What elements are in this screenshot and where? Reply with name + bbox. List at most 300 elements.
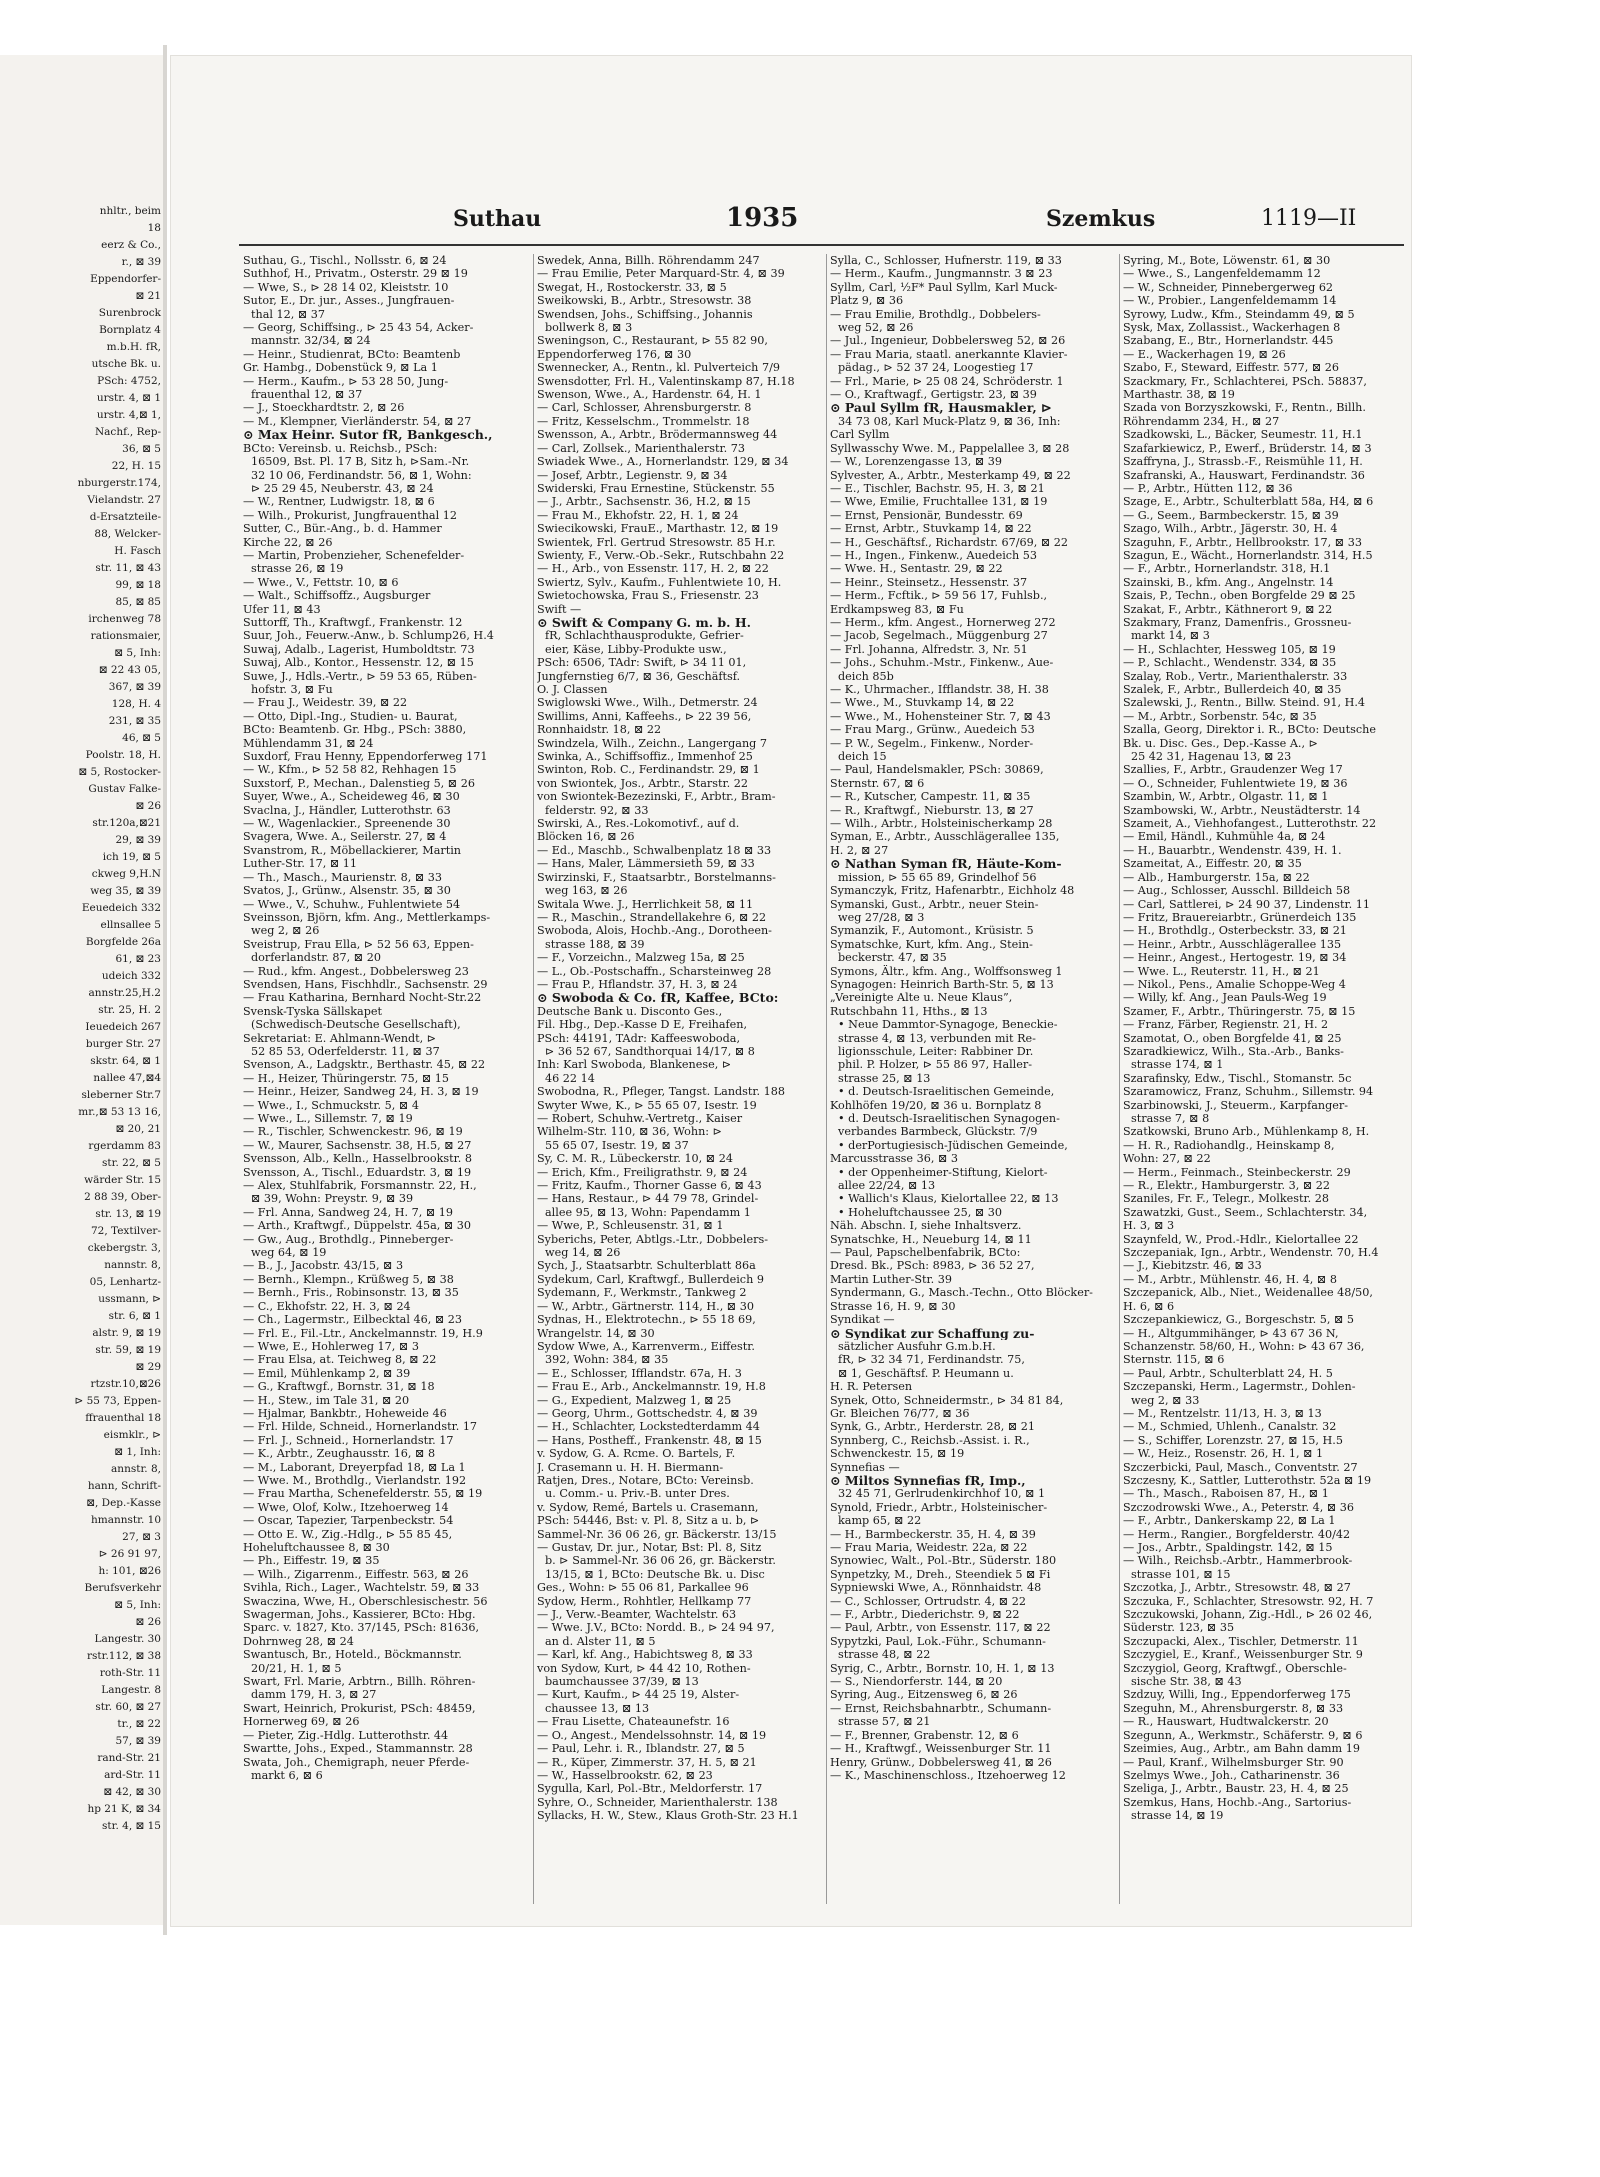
directory-entry-line: strasse 25, ⊠ 13: [838, 1071, 931, 1085]
directory-entry-line: — Frau Emilie, Peter Marquard-Str. 4, ⊠ 39: [537, 267, 785, 281]
previous-page-fragment: rstr.112, ⊠ 38: [86, 1650, 161, 1662]
directory-entry-line: 46 22 14: [545, 1071, 595, 1085]
directory-entry-line: — P., Schlacht., Wendenstr. 334, ⊠ 35: [1123, 656, 1337, 670]
directory-entry-line: Synagogen: Heinrich Barth-Str. 5, ⊠ 13: [830, 977, 1054, 991]
previous-page-fragment: Langestr. 30: [94, 1633, 161, 1645]
directory-entry-line: Sych, J., Staatsarbtr. Schulterblatt 86a: [537, 1259, 756, 1273]
previous-page-fragment: d-Ersatzteile-: [89, 511, 161, 523]
directory-entry-line: — J., Arbtr., Sachsenstr. 36, H.2, ⊠ 15: [537, 495, 751, 509]
directory-entry-line: Swensson, A., Arbtr., Brödermannsweg 44: [537, 428, 778, 442]
directory-entry-line: weg 52, ⊠ 26: [838, 321, 914, 335]
directory-entry-line: — Frau M., Ekhofstr. 22, H. 1, ⊠ 24: [537, 508, 739, 522]
directory-entry-line: — Josef, Arbtr., Legienstr. 9, ⊠ 34: [537, 468, 728, 482]
directory-entry-line: Szarafinsky, Edw., Tischl., Stomanstr. 5c: [1123, 1071, 1352, 1085]
previous-page-fragment: r., ⊠ 39: [121, 256, 161, 268]
directory-entry-line: — Jacob, Segelmach., Müggenburg 27: [830, 629, 1048, 643]
previous-page-fragment: ⊠ 5, Inh:: [114, 1599, 161, 1611]
previous-page-fragment: wärder Str. 15: [84, 1174, 161, 1186]
directory-entry-line: Szczesny, K., Sattler, Lutterothstr. 52a ⊠ 19: [1123, 1473, 1372, 1487]
previous-page-fragment: 128, H. 4: [111, 698, 161, 710]
directory-entry-line: Sysk, Max, Zollassist., Wackerhagen 8: [1123, 321, 1341, 335]
directory-entry-line: Wrangelstr. 14, ⊠ 30: [537, 1326, 655, 1340]
directory-entry-line: Bk. u. Disc. Ges., Dep.-Kasse A., ⊳: [1123, 736, 1318, 750]
directory-entry-line: Sypytzki, Paul, Lok.-Führ., Schumann-: [830, 1634, 1046, 1648]
previous-page-fragment: ⊠ 26: [135, 1616, 161, 1628]
previous-page-fragment: ffrauenthal 18: [85, 1412, 161, 1424]
previous-page-fragment: ⊠ 42, ⊠ 30: [103, 1786, 161, 1798]
directory-entry-line: chaussee 13, ⊠ 13: [545, 1701, 650, 1715]
directory-entry-line: Swiadek Wwe., A., Hornerlandstr. 129, ⊠ 34: [537, 455, 789, 469]
directory-entry-line: — H., Kraftwgf., Weissenburger Str. 11: [830, 1742, 1052, 1756]
directory-entry-line: — Gustav, Dr. jur., Notar, Bst: Pl. 8, Sitz: [537, 1541, 762, 1554]
previous-page-fragment: Berufsverkehr: [84, 1582, 161, 1594]
directory-entry-line: — H. R., Radiohandlg., Heinskamp 8,: [1123, 1138, 1335, 1152]
previous-page-fragment: ellnsallee 5: [100, 919, 161, 931]
column-4: [1123, 254, 1407, 1914]
directory-entry-line: — R., Tischler, Schwenckestr. 96, ⊠ 19: [243, 1125, 463, 1139]
directory-entry-line: Sternstr. 67, ⊠ 6: [830, 776, 925, 790]
directory-entry-line: Sygulla, Karl, Pol.-Btr., Meldorferstr. 17: [537, 1782, 763, 1796]
directory-entry-line: Szczukowski, Johann, Zig.-Hdl., ⊳ 26 02 46,: [1123, 1608, 1373, 1622]
directory-entry-line: — W., Schneider, Pinnebergerweg 62: [1123, 280, 1334, 294]
directory-entry-line: — H., Geschäftsf., Richardstr. 67/69, ⊠ 22: [830, 535, 1069, 549]
directory-entry-line: Szczuka, F., Schlachter, Stresowstr. 92, H. 7: [1123, 1594, 1374, 1608]
directory-entry-line: deich 15: [838, 750, 887, 764]
directory-entry-line: — O., Kraftwagf., Gertigstr. 23, ⊠ 39: [830, 388, 1037, 402]
directory-entry-line: — Wwe, P., Schleusenstr. 31, ⊠ 1: [537, 1219, 724, 1233]
previous-page-fragment: udeich 332: [101, 970, 161, 982]
previous-page-fragment: ⊠ 5, Inh:: [114, 647, 161, 659]
directory-entry-line: Sammel-Nr. 36 06 26, gr. Bäckerstr. 13/15: [537, 1527, 777, 1541]
directory-entry-line: Inh: Karl Swoboda, Blankenese, ⊳: [537, 1058, 732, 1072]
directory-entry-line: Swietochowska, Frau S., Friesenstr. 23: [537, 589, 759, 603]
previous-page-fragment: str. 13, ⊠ 19: [95, 1208, 161, 1220]
directory-entry-line: ⊙ Nathan Syman fR, Häute-Kom-: [830, 857, 1062, 871]
column-2: [537, 254, 821, 1914]
directory-entry-line: Gr. Bleichen 76/77, ⊠ 36: [830, 1406, 970, 1420]
directory-entry-line: Suwe, J., Hdls.-Vertr., ⊳ 59 53 65, Rüben-: [243, 669, 477, 683]
directory-entry-line: Svensson, Alb., Kelln., Hasselbrookstr. 8: [243, 1152, 472, 1166]
directory-entry-line: allee 95, ⊠ 13, Wohn: Papendamm 1: [545, 1205, 751, 1219]
directory-entry-line: — W., Probier., Langenfeldemamm 14: [1123, 294, 1337, 308]
directory-entry-line: Szadkowski, L., Bäcker, Seumestr. 11, H.1: [1123, 428, 1363, 442]
directory-entry-line: Szczotka, J., Arbtr., Stresowstr. 48, ⊠ 27: [1123, 1581, 1351, 1595]
directory-entry-line: — K., Uhrmacher., Ifflandstr. 38, H. 38: [830, 683, 1049, 696]
directory-entry-line: strasse 188, ⊠ 39: [545, 937, 645, 951]
previous-page-fragment: ckebergstr. 3,: [87, 1242, 161, 1254]
directory-entry-line: Rutschbahn 11, Hths., ⊠ 13: [830, 1004, 988, 1018]
directory-entry-line: — H., Schlachter, Hessweg 105, ⊠ 19: [1123, 642, 1336, 656]
directory-entry-line: — Frau Katharina, Bernhard Nocht-Str.22: [243, 991, 482, 1005]
directory-entry-line: Schwenckestr. 15, ⊠ 19: [830, 1447, 965, 1461]
directory-entry-line: — Wilh., Reichsb.-Arbtr., Hammerbrook-: [1123, 1554, 1353, 1568]
directory-entry-line: Süderstr. 123, ⊠ 35: [1123, 1621, 1235, 1635]
directory-entry-line: — Wwe., M., Stuvkamp 14, ⊠ 22: [830, 696, 1015, 710]
directory-entry-line: phil. P. Holzer, ⊳ 55 86 97, Haller-: [838, 1058, 1033, 1072]
directory-entry-line: Szamotat, O., oben Borgfelde 41, ⊠ 25: [1123, 1031, 1342, 1045]
directory-entry-line: Szabang, E., Btr., Hornerlandstr. 445: [1123, 334, 1334, 348]
directory-entry-line: 55 65 07, Isestr. 19, ⊠ 37: [545, 1138, 689, 1152]
directory-entry-line: Szameitat, A., Eiffestr. 20, ⊠ 35: [1123, 857, 1302, 871]
directory-entry-line: 392, Wohn: 384, ⊠ 35: [545, 1353, 669, 1367]
directory-entry-line: damm 179, H. 3, ⊠ 27: [251, 1688, 377, 1702]
directory-entry-line: Suttorff, Th., Kraftwgf., Frankenstr. 12: [243, 615, 463, 629]
directory-entry-line: Sekretariat: E. Ahlmann-Wendt, ⊳: [243, 1031, 437, 1045]
directory-entry-line: Syhre, O., Schneider, Marienthalerstr. 138: [537, 1795, 778, 1809]
directory-entry-line: — Frl. Hilde, Schneid., Hornerlandstr. 17: [243, 1420, 478, 1434]
directory-entry-line: — Heinr., Steinsetz., Hessenstr. 37: [830, 575, 1028, 589]
directory-entry-line: — Ernst, Pensionär, Bundesstr. 69: [830, 508, 1023, 522]
directory-entry-line: Sweikowski, B., Arbtr., Stresowstr. 38: [537, 294, 752, 308]
directory-entry-line: Swyter Wwe, K., ⊳ 55 65 07, Isestr. 19: [537, 1098, 757, 1112]
directory-entry-line: — F., Brenner, Grabenstr. 12, ⊠ 6: [830, 1728, 1019, 1742]
directory-entry-line: Syman, E., Arbtr., Ausschlägerallee 135,: [830, 830, 1060, 844]
previous-page-fragment: roth-Str. 11: [99, 1667, 161, 1679]
directory-entry-line: strasse 174, ⊠ 1: [1131, 1058, 1224, 1072]
directory-entry-line: — Frau P., Hflandstr. 37, H. 3, ⊠ 24: [537, 977, 738, 991]
directory-entry-line: sätzlicher Ausfuhr G.m.b.H.: [838, 1339, 996, 1353]
directory-entry-line: Marthastr. 38, ⊠ 19: [1123, 388, 1235, 402]
previous-page-fragment: eerz & Co.,: [101, 239, 161, 251]
previous-page-fragment: str. 6, ⊠ 1: [108, 1310, 161, 1322]
previous-page-fragment: weg 35, ⊠ 39: [90, 885, 161, 897]
directory-entry-line: Szczygiol, Georg, Kraftwgf., Oberschle-: [1123, 1661, 1347, 1675]
directory-entry-line: — Otto, Dipl.-Ing., Studien- u. Baurat,: [243, 709, 458, 723]
directory-entry-line: — Otto E. W., Zig.-Hdlg., ⊳ 55 85 45,: [243, 1527, 453, 1541]
previous-page-fragment: 88, Welcker-: [94, 528, 161, 540]
directory-entry-line: — Pieter, Zig.-Hdlg. Lutterothstr. 44: [243, 1728, 449, 1742]
directory-entry-line: Symons, Ältr., kfm. Ang., Wolffsonsweg 1: [830, 964, 1063, 978]
directory-entry-line: Szawatzki, Gust., Seem., Schlachterstr. 34,: [1123, 1205, 1368, 1219]
directory-entry-line: — C., Schlosser, Ortrudstr. 4, ⊠ 22: [830, 1594, 1026, 1608]
directory-entry-line: — Frau J., Weidestr. 39, ⊠ 22: [243, 696, 408, 710]
directory-entry-line: Synatschke, H., Neueburg 14, ⊠ 11: [830, 1232, 1032, 1246]
directory-entry-line: Blöcken 16, ⊠ 26: [537, 830, 635, 844]
directory-entry-line: Ufer 11, ⊠ 43: [243, 602, 321, 616]
previous-page-edge: [0, 55, 163, 1925]
directory-entry-line: ⊠ 39, Wohn: Preystr. 9, ⊠ 39: [251, 1192, 414, 1206]
previous-page-fragment: nallee 47,⊠4: [93, 1072, 161, 1084]
directory-entry-line: (Schwedisch-Deutsche Gesellschaft),: [251, 1018, 461, 1032]
directory-entry-line: Szalla, Georg, Direktor i. R., BCto: Deutsche: [1123, 723, 1376, 737]
directory-entry-line: Synnberg, C., Reichsb.-Assist. i. R.,: [830, 1433, 1030, 1447]
directory-entry-line: 25 42 31, Hagenau 13, ⊠ 23: [1131, 750, 1292, 764]
directory-entry-line: von Swiontek, Jos., Arbtr., Starstr. 22: [537, 776, 748, 790]
previous-page-fragment: Ieuedeich 267: [85, 1021, 161, 1033]
directory-entry-line: markt 6, ⊠ 6: [251, 1768, 323, 1782]
directory-entry-line: weg 2, ⊠ 33: [1131, 1393, 1200, 1407]
directory-entry-line: kamp 65, ⊠ 22: [838, 1514, 922, 1528]
directory-entry-line: — Wwe. L., Reuterstr. 11, H., ⊠ 21: [1123, 964, 1320, 978]
directory-entry-line: Szaynfeld, W., Prod.-Hdlr., Kielortallee 22: [1123, 1232, 1359, 1246]
directory-entry-line: • der Oppenheimer-Stiftung, Kielort-: [838, 1165, 1048, 1179]
previous-page-fragment: Vielandstr. 27: [87, 494, 161, 506]
directory-entry-line: — Frau Maria, Weidestr. 22a, ⊠ 22: [830, 1541, 1028, 1554]
directory-entry-line: — H., Ingen., Finkenw., Auedeich 53: [830, 548, 1038, 562]
directory-entry-line: Swagerman, Johs., Kassierer, BCto: Hbg.: [243, 1608, 476, 1622]
directory-entry-line: J. Crasemann u. H. H. Biermann-: [537, 1460, 724, 1474]
previous-page-fragment: m.b.H. fR,: [106, 341, 161, 353]
directory-entry-line: Swobodna, R., Pfleger, Tangst. Landstr. 188: [537, 1085, 786, 1099]
previous-page-fragment: 05, Lenhartz-: [89, 1276, 161, 1288]
directory-entry-line: Sydemann, F., Werkmstr., Tankweg 2: [537, 1286, 747, 1300]
directory-entry-line: Strasse 16, H. 9, ⊠ 30: [830, 1299, 956, 1313]
directory-entry-line: Svensson, A., Tischl., Eduardstr. 3, ⊠ 19: [243, 1165, 472, 1179]
directory-entry-line: Szemkus, Hans, Hochb.-Ang., Sartorius-: [1123, 1795, 1352, 1809]
directory-entry-line: — Wilh., Zigarrenm., Eiffestr. 563, ⊠ 26: [243, 1567, 469, 1581]
directory-entry-line: Syllacks, H. W., Stew., Klaus Groth-Str. 23 H.1: [537, 1809, 799, 1823]
directory-entry-line: Synk, G., Arbtr., Herderstr. 28, ⊠ 21: [830, 1420, 1035, 1434]
directory-entry-line: Näh. Abschn. I, siehe Inhaltsverz.: [830, 1219, 1022, 1233]
previous-page-fragment: 61, ⊠ 23: [115, 953, 161, 965]
directory-entry-line: Sutter, C., Bür.-Ang., b. d. Hammer: [243, 522, 442, 536]
directory-entry-line: — R., Kutscher, Campestr. 11, ⊠ 35: [830, 790, 1031, 804]
directory-entry-line: Szakmary, Franz, Damenfris., Grossneu-: [1123, 615, 1352, 629]
directory-entry-line: — Frl. Johanna, Alfredstr. 3, Nr. 51: [830, 642, 1028, 656]
directory-entry-line: — Ernst, Arbtr., Stuvkamp 14, ⊠ 22: [830, 522, 1032, 536]
directory-entry-line: Swindzela, Wilh., Zeichn., Langergang 7: [537, 736, 768, 750]
directory-entry-line: Synpetzky, M., Dreh., Steendiek 5 ⊠ Fi: [830, 1567, 1051, 1581]
directory-entry-line: — Wilh., Prokurist, Jungfrauenthal 12: [243, 508, 457, 522]
directory-entry-line: strasse 7, ⊠ 8: [1131, 1112, 1210, 1125]
directory-entry-line: Swoboda, Alois, Hochb.-Ang., Dorotheen-: [537, 924, 772, 938]
header-rule: [239, 244, 1404, 246]
directory-entry-line: — Jul., Ingenieur, Dobbelersweg 52, ⊠ 26: [830, 334, 1066, 348]
directory-entry-line: — H., Brothdlg., Osterbeckstr. 33, ⊠ 21: [1123, 924, 1347, 938]
directory-entry-line: Svanstrom, R., Möbellackierer, Martin: [243, 843, 461, 857]
directory-entry-line: ⊙ Swift & Company G. m. b. H.: [537, 615, 752, 630]
previous-page-fragment: Eppendorfer-: [90, 273, 161, 285]
directory-entry-line: — Wwe., I., Schmuckstr. 5, ⊠ 4: [243, 1098, 419, 1112]
directory-entry-line: — Jos., Arbtr., Spaldingstr. 142, ⊠ 15: [1123, 1541, 1333, 1554]
directory-entry-line: Ges., Wohn: ⊳ 55 06 81, Parkallee 96: [537, 1581, 749, 1595]
previous-page-fragment: str. 4, ⊠ 15: [101, 1820, 161, 1832]
directory-entry-line: Szczepanski, Herm., Lagermstr., Dohlen-: [1123, 1380, 1356, 1394]
previous-page-fragment: str.120a,⊠21: [92, 817, 161, 829]
directory-entry-line: — Frau Maria, staatl. anerkannte Klavier-: [830, 347, 1068, 361]
directory-entry-line: — M., Laborant, Dreyerpfad 18, ⊠ La 1: [243, 1460, 466, 1474]
directory-entry-line: — Heinr., Heizer, Sandweg 24, H. 3, ⊠ 19: [243, 1085, 479, 1099]
directory-page: [170, 55, 1412, 1927]
directory-entry-line: Swiertz, Sylv., Kaufm., Fuhlentwiete 10, H.: [537, 575, 782, 589]
directory-entry-line: dorferlandstr. 87, ⊠ 20: [251, 951, 381, 965]
directory-entry-line: Suthau, G., Tischl., Nollsstr. 6, ⊠ 24: [243, 254, 447, 267]
directory-entry-line: Suxstorf, P., Mechan., Dalenstieg 5, ⊠ 26: [243, 776, 475, 790]
directory-entry-line: — J., Stoeckhardtstr. 2, ⊠ 26: [243, 401, 405, 415]
directory-entry-line: Sy, C. M. R., Lübeckerstr. 10, ⊠ 24: [537, 1152, 733, 1166]
directory-entry-line: Syllwasschy Wwe. M., Pappelallee 3, ⊠ 28: [830, 441, 1070, 455]
directory-entry-line: b. ⊳ Sammel-Nr. 36 06 26, gr. Bäckerstr.: [545, 1554, 776, 1568]
directory-entry-line: Swiecikowski, FrauE., Marthastr. 12, ⊠ 19: [537, 522, 779, 536]
directory-entry-line: — M., Arbtr., Mühlenstr. 46, H. 4, ⊠ 8: [1123, 1272, 1337, 1286]
directory-entry-line: Swiglowski Wwe., Wilh., Detmerstr. 24: [537, 696, 758, 710]
directory-entry-line: — Carl, Zollsek., Marienthalerstr. 73: [537, 441, 745, 455]
directory-entry-line: — Herm., kfm. Angest., Hornerweg 272: [830, 615, 1056, 629]
directory-entry-line: Syring, M., Bote, Löwenstr. 61, ⊠ 30: [1123, 254, 1331, 267]
directory-entry-line: bollwerk 8, ⊠ 3: [545, 321, 633, 335]
directory-entry-line: — Frau Emilie, Brothdlg., Dobbelers-: [830, 307, 1041, 321]
directory-entry-line: von Swiontek-Bezezinski, F., Arbtr., Bram-: [537, 790, 776, 804]
directory-entry-line: — Herm., Fcftik., ⊳ 59 56 17, Fuhlsb.,: [830, 589, 1048, 603]
directory-entry-line: „Vereinigte Alte u. Neue Klaus”,: [830, 991, 1013, 1005]
previous-page-fragment: 85, ⊠ 85: [115, 596, 161, 608]
directory-entry-line: allee 22/24, ⊠ 13: [838, 1179, 936, 1193]
directory-entry-line: — Gw., Aug., Brothdlg., Pinneberger-: [243, 1232, 454, 1246]
previous-page-fragment: rtzstr.10,⊠26: [90, 1378, 161, 1390]
directory-entry-line: — Martin, Probenzieher, Schenefelder-: [243, 548, 465, 562]
directory-entry-line: — R., Küper, Zimmerstr. 37, H. 5, ⊠ 21: [537, 1755, 757, 1769]
directory-entry-line: Szaffryna, J., Strassb.-F., Reismühle 11, H.: [1123, 455, 1363, 469]
directory-entry-line: Szafranski, A., Hauswart, Ferdinandstr. 36: [1123, 468, 1365, 482]
directory-entry-line: — Frl. Anna, Sandweg 24, H. 7, ⊠ 19: [243, 1205, 454, 1219]
directory-entry-line: — Ch., Lagermstr., Eilbecktal 46, ⊠ 23: [243, 1313, 463, 1327]
directory-entry-line: — W., Heiz., Rosenstr. 26, H. 1, ⊠ 1: [1123, 1447, 1324, 1461]
directory-entry-line: — Aug., Schlosser, Ausschl. Billdeich 58: [1123, 884, 1351, 898]
directory-entry-line: — H., Heizer, Thüringerstr. 75, ⊠ 15: [243, 1071, 449, 1085]
previous-page-fragment: 46, ⊠ 5: [122, 732, 161, 744]
directory-entry-line: an d. Alster 11, ⊠ 5: [545, 1634, 656, 1648]
directory-entry-line: Swensdotter, Frl. H., Valentinskamp 87, H.18: [537, 374, 795, 388]
previous-page-fragment: ard-Str. 11: [104, 1769, 161, 1781]
directory-entry-line: — Ed., Maschb., Schwalbenplatz 18 ⊠ 33: [537, 843, 772, 857]
directory-entry-line: • derPortugiesisch-Jüdischen Gemeinde,: [838, 1138, 1068, 1152]
directory-entry-line: — Heinr., Studienrat, BCto: Beamtenb: [243, 347, 461, 361]
directory-entry-line: — Wilh., Arbtr., Holsteinischerkamp 28: [830, 817, 1053, 831]
directory-entry-line: — Paul, Arbtr., Schulterblatt 24, H. 5: [1123, 1366, 1333, 1380]
directory-entry-line: Szameit, A., Viehhofangest., Lutterothstr. 22: [1123, 817, 1377, 831]
directory-entry-line: ligionsschule, Leiter: Rabbiner Dr.: [838, 1044, 1034, 1058]
previous-page-fragment: eismklr., ⊳: [103, 1429, 161, 1441]
directory-entry-line: Dresd. Bk., PSch: 8983, ⊳ 36 52 27,: [830, 1259, 1035, 1273]
directory-entry-line: — Ernst, Reichsbahnarbtr., Schumann-: [830, 1701, 1052, 1715]
column-1: [243, 254, 527, 1914]
previous-page-fragment: str. 22, ⊠ 5: [101, 1157, 161, 1169]
directory-entry-line: Suxdorf, Frau Henny, Eppendorferweg 171: [243, 750, 488, 764]
previous-page-fragment: nburgerstr.174,: [77, 477, 161, 489]
previous-page-fragment: 18: [147, 222, 161, 234]
directory-entry-line: — Walt., Schiffsoffz., Augsburger: [243, 589, 431, 603]
column-divider: [533, 254, 534, 1904]
directory-entry-line: Szelmys Wwe., Joh., Catharinenstr. 36: [1123, 1768, 1340, 1782]
directory-entry-line: Sveinsson, Björn, kfm. Ang., Mettlerkamps-: [243, 910, 491, 924]
directory-entry-line: — H., Barmbeckerstr. 35, H. 4, ⊠ 39: [830, 1527, 1036, 1541]
directory-entry-line: Sydnas, H., Elektrotechn., ⊳ 55 18 69,: [537, 1313, 756, 1327]
directory-entry-line: — H., Altgummihänger, ⊳ 43 67 36 N,: [1123, 1326, 1339, 1340]
directory-entry-line: Fil. Hbg., Dep.-Kasse D E, Freihafen,: [537, 1018, 748, 1032]
directory-entry-line: 13/15, ⊠ 1, BCto: Deutsche Bk. u. Disc: [545, 1567, 765, 1581]
directory-entry-line: — Ph., Eiffestr. 19, ⊠ 35: [243, 1554, 380, 1568]
directory-entry-line: — Bernh., Fris., Robinsonstr. 13, ⊠ 35: [243, 1286, 459, 1300]
previous-page-fragment: utsche Bk. u.: [91, 358, 161, 370]
directory-entry-line: Sydekum, Carl, Kraftwgf., Bullerdeich 9: [537, 1272, 764, 1286]
directory-entry-line: — E., Tischler, Bachstr. 95, H. 3, ⊠ 21: [830, 481, 1045, 495]
directory-entry-line: Sydow, Herm., Rohhtler, Hellkamp 77: [537, 1594, 752, 1608]
directory-entry-line: — Wwe., M., Hohensteiner Str. 7, ⊠ 43: [830, 709, 1051, 723]
directory-entry-line: ⊙ Paul Syllm fR, Hausmakler, ⊳: [830, 401, 1052, 415]
directory-entry-line: — J., Kiebitzstr. 46, ⊠ 33: [1123, 1259, 1262, 1273]
directory-entry-line: — Wwe., V., Fettstr. 10, ⊠ 6: [243, 575, 399, 589]
previous-page-fragment: rgerdamm 83: [88, 1140, 161, 1152]
directory-entry-line: Luther-Str. 17, ⊠ 11: [243, 857, 357, 871]
directory-entry-line: — C., Ekhofstr. 22, H. 3, ⊠ 24: [243, 1299, 411, 1313]
previous-page-fragment: ⊠ 20, 21: [115, 1123, 161, 1135]
directory-entry-line: 20/21, H. 1, ⊠ 5: [251, 1661, 342, 1675]
previous-page-fragment: 27, ⊠ 3: [122, 1531, 161, 1543]
directory-entry-line: Symanczyk, Fritz, Hafenarbtr., Eichholz 48: [830, 884, 1075, 898]
directory-entry-line: v. Sydow, G. A. Rcme. O. Bartels, F.: [537, 1447, 736, 1461]
directory-entry-line: deich 85b: [838, 669, 894, 683]
previous-page-fragment: 36, ⊠ 5: [122, 443, 161, 455]
previous-page-fragment: 57, ⊠ 39: [115, 1735, 161, 1747]
directory-entry-line: O. J. Classen: [537, 683, 608, 696]
directory-entry-line: fR, Schlachthausprodukte, Gefrier-: [545, 629, 744, 643]
directory-entry-line: — Wwe, E., Hohlerweg 17, ⊠ 3: [243, 1339, 419, 1353]
directory-entry-line: Szallies, F., Arbtr., Graudenzer Weg 17: [1123, 763, 1343, 777]
directory-entry-line: — Paul, Handelsmakler, PSch: 30869,: [830, 763, 1044, 777]
directory-entry-line: Szakat, F., Arbtr., Käthnerort 9, ⊠ 22: [1123, 602, 1333, 616]
directory-entry-line: PSch: 44191, TAdr: Kaffeeswoboda,: [537, 1031, 741, 1045]
directory-entry-line: — H., Arb., von Essenstr. 117, H. 2, ⊠ 22: [537, 562, 769, 576]
directory-entry-line: — Kurt, Kaufm., ⊳ 44 25 19, Alster-: [537, 1688, 740, 1702]
directory-entry-line: Suur, Joh., Feuerw.-Anw., b. Schlump26, H.4: [243, 629, 494, 643]
directory-entry-line: — Frl. E., Fil.-Ltr., Anckelmannstr. 19, H.9: [243, 1326, 483, 1340]
directory-entry-line: — K., Arbtr., Zeughausstr. 16, ⊠ 8: [243, 1447, 436, 1461]
directory-entry-line: — Rud., kfm. Angest., Dobbelersweg 23: [243, 964, 469, 978]
directory-entry-line: Ronnhaidstr. 18, ⊠ 22: [537, 723, 662, 737]
directory-entry-line: Syberichs, Peter, Abtlgs.-Ltr., Dobbelers-: [537, 1232, 768, 1246]
previous-page-fragment: hmannstr. 10: [90, 1514, 161, 1526]
previous-page-fragment: skstr. 64, ⊠ 1: [90, 1055, 161, 1067]
directory-entry-line: Swantusch, Br., Hoteld., Böckmannstr.: [243, 1648, 462, 1662]
directory-entry-line: — F., Arbtr., Dankerskamp 22, ⊠ La 1: [1123, 1514, 1336, 1528]
directory-entry-line: Szaniles, Fr. F., Telegr., Molkestr. 28: [1123, 1192, 1329, 1206]
directory-entry-line: — R., Elektr., Hamburgerstr. 3, ⊠ 22: [1123, 1179, 1331, 1193]
previous-page-fragment: annstr.25,H.2: [88, 987, 161, 999]
directory-entry-line: — Bernh., Klempn., Krüßweg 5, ⊠ 38: [243, 1272, 454, 1286]
directory-entry-line: Suyer, Wwe., A., Scheideweg 46, ⊠ 30: [243, 790, 460, 804]
directory-entry-line: PSch: 6506, TAdr: Swift, ⊳ 34 11 01,: [537, 656, 747, 670]
directory-entry-line: Marcusstrasse 36, ⊠ 3: [830, 1152, 958, 1166]
previous-page-fragment: mr.,⊠ 53 13 16,: [78, 1106, 161, 1118]
directory-entry-line: — Wwe. J.V., BCto: Nordd. B., ⊳ 24 94 97,: [537, 1621, 775, 1635]
previous-page-fragment: 2 88 39, Ober-: [84, 1191, 161, 1203]
directory-entry-line: Syring, Aug., Eitzensweg 6, ⊠ 26: [830, 1688, 1018, 1702]
previous-page-fragment: alstr. 9, ⊠ 19: [92, 1327, 161, 1339]
directory-entry-line: — Frau E., Arb., Anckelmannstr. 19, H.8: [537, 1380, 766, 1394]
directory-entry-line: Swillims, Anni, Kaffeehs., ⊳ 22 39 56,: [537, 709, 752, 723]
directory-entry-line: Swaczina, Wwe, H., Oberschlesischestr. 56: [243, 1594, 488, 1608]
previous-page-fragment: sleberner Str.7: [81, 1089, 161, 1101]
directory-entry-line: — Wwe. M., Brothdlg., Vierlandstr. 192: [243, 1473, 467, 1487]
directory-entry-line: — Frl. J., Schneid., Hornerlandstr. 17: [243, 1433, 454, 1447]
directory-entry-line: Kohlhöfen 19/20, ⊠ 36 u. Bornplatz 8: [830, 1098, 1042, 1112]
directory-entry-line: Symanski, Gust., Arbtr., neuer Stein-: [830, 897, 1039, 911]
directory-entry-line: Szarbinowski, J., Steuerm., Karpfanger-: [1123, 1098, 1349, 1112]
directory-entry-line: — W., Maurer, Sachsenstr. 38, H.5, ⊠ 27: [243, 1138, 472, 1152]
directory-entry-line: — Heinr., Arbtr., Ausschlägerallee 135: [1123, 937, 1342, 951]
directory-entry-line: — Herm., Feinmach., Steinbeckerstr. 29: [1123, 1165, 1351, 1179]
directory-entry-line: — Willy, kf. Ang., Jean Pauls-Weg 19: [1123, 991, 1327, 1005]
directory-entry-line: Platz 9, ⊠ 36: [830, 294, 904, 308]
directory-entry-line: BCto: Beamtenb. Gr. Hbg., PSch: 3880,: [243, 723, 467, 737]
directory-entry-line: — Franz, Färber, Regienstr. 21, H. 2: [1123, 1018, 1329, 1032]
directory-entry-line: — Karl, kf. Ang., Habichtsweg 8, ⊠ 33: [537, 1648, 753, 1662]
directory-entry-line: — Carl, Sattlerei, ⊳ 24 90 37, Lindenstr. 11: [1123, 897, 1370, 911]
directory-entry-line: Szeimies, Aug., Arbtr., am Bahn damm 19: [1123, 1742, 1360, 1756]
directory-entry-line: strasse 14, ⊠ 19: [1131, 1809, 1224, 1823]
directory-entry-line: — Georg, Uhrm., Gottschedstr. 4, ⊠ 39: [537, 1406, 758, 1420]
directory-entry-line: weg 2, ⊠ 26: [251, 924, 320, 938]
